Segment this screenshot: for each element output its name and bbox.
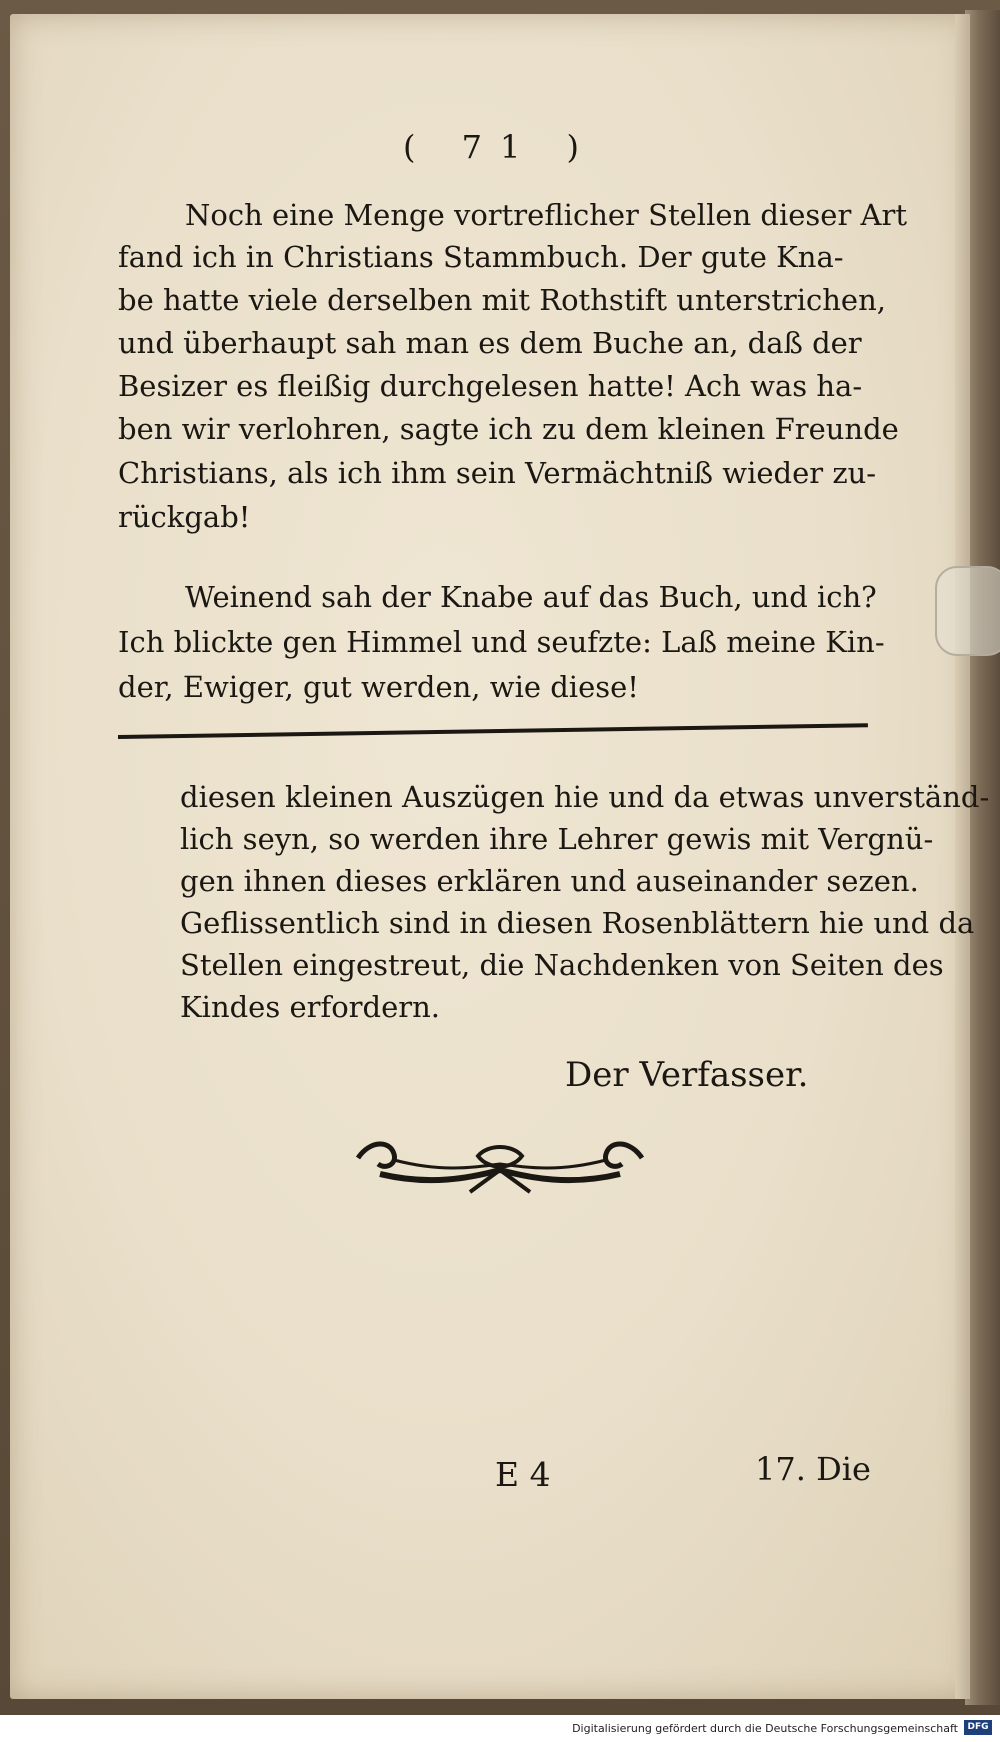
dfg-logo: DFG (964, 1720, 992, 1735)
bookmark-tab (935, 566, 1000, 656)
text-line: lich seyn, so werden ihre Lehrer gewis mit Vergnü- (180, 822, 934, 856)
text-line: rückgab! (118, 500, 251, 534)
text-line: fand ich in Christians Stammbuch. Der gute Kna- (118, 240, 844, 274)
catchword: 17. Die (755, 1450, 871, 1488)
text-line: Noch eine Menge vortreflicher Stellen dieser Art (185, 198, 907, 232)
digitization-credit: Digitalisierung gefördert durch die Deutsche Forschungsgemeinschaft (572, 1722, 958, 1735)
text-line: Stellen eingestreut, die Nachdenken von Seiten des (180, 948, 944, 982)
text-line: Ich blickte gen Himmel und seufzte: Laß meine Kin- (118, 625, 885, 659)
text-line: be hatte viele derselben mit Rothstift unterstrichen, (118, 283, 886, 317)
text-line: Weinend sah der Knabe auf das Buch, und ich? (185, 580, 877, 614)
signature-mark: E 4 (495, 1455, 551, 1494)
text-line: und überhaupt sah man es dem Buche an, daß der (118, 326, 862, 360)
text-line: ben wir verlohren, sagte ich zu dem kleinen Freunde (118, 412, 899, 446)
page-edge (955, 14, 970, 1699)
page-number: ( 71 ) (402, 128, 598, 166)
text-line: Besizer es fleißig durchgelesen hatte! Ach was ha- (118, 369, 863, 403)
text-line: der, Ewiger, gut werden, wie diese! (118, 670, 639, 704)
text-line: diesen kleinen Auszügen hie und da etwas unverständ- (180, 780, 990, 814)
author-signature: Der Verfasser. (565, 1055, 809, 1095)
book-cover-edge (965, 10, 1000, 1705)
text-line: Kindes erfordern. (180, 990, 441, 1024)
ornament-icon (350, 1130, 650, 1205)
text-line: Geflissentlich sind in diesen Rosenblättern hie und da (180, 906, 975, 940)
text-line: Christians, als ich ihm sein Vermächtniß wieder zu- (118, 456, 877, 490)
text-line: gen ihnen dieses erklären und auseinander sezen. (180, 864, 919, 898)
